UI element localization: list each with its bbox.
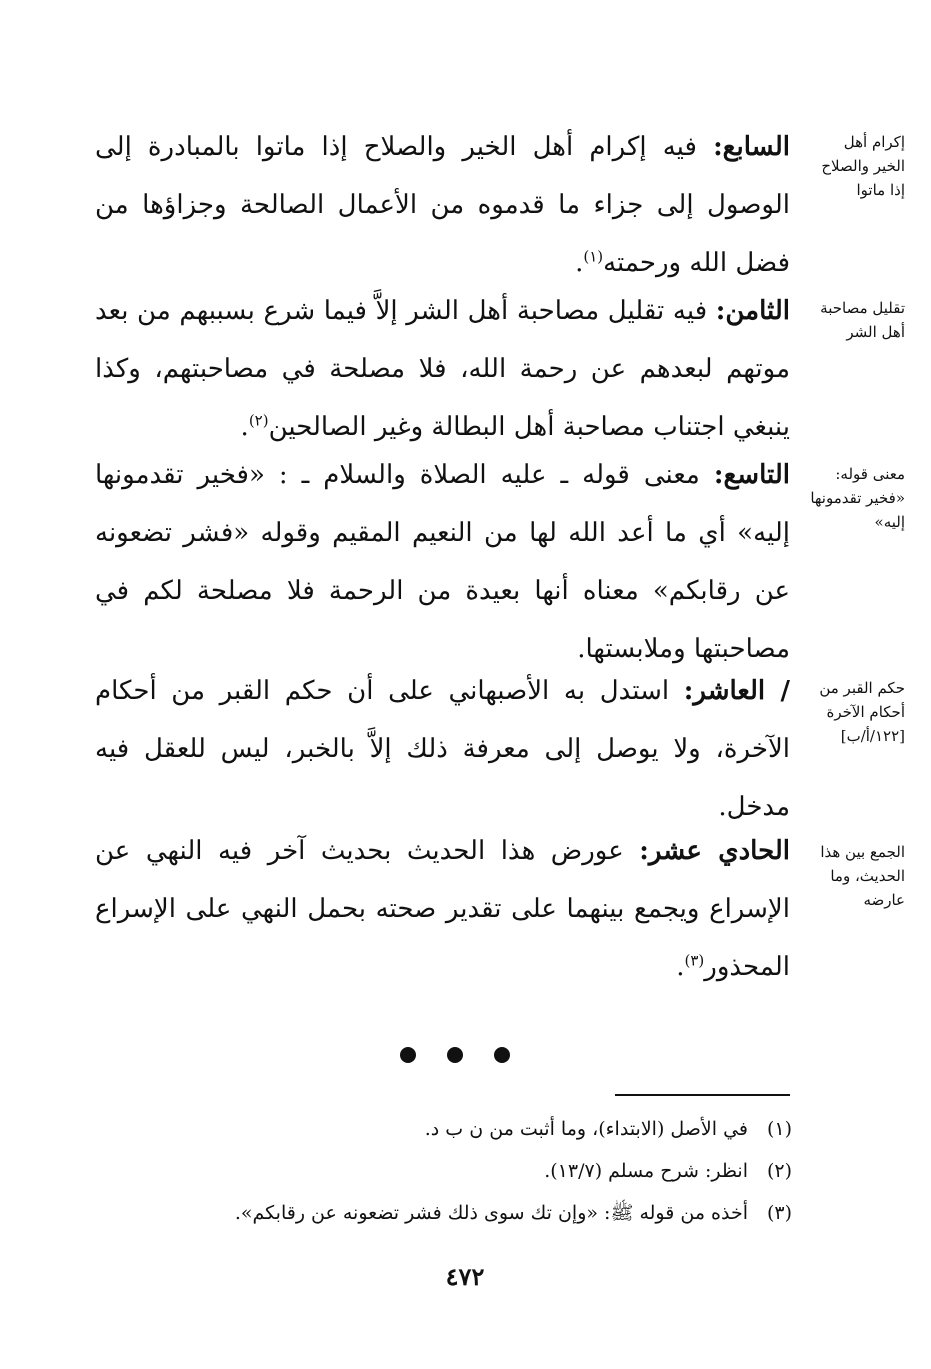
paragraph-lead: التاسع: xyxy=(713,460,790,490)
paragraph-lead: / العاشر: xyxy=(683,676,791,706)
footnote-ref[interactable]: (٢) xyxy=(248,411,269,430)
footnote-mark: (١) xyxy=(766,1118,792,1140)
footnote-text: انظر: شرح مسلم (١٣/٧). xyxy=(544,1160,748,1182)
page-number: ٤٧٢ xyxy=(445,1262,485,1291)
side-note: الجمع بين هذا الحديث، وما عارضه xyxy=(820,843,905,909)
footnote-rule xyxy=(615,1094,790,1096)
paragraph-end: . xyxy=(575,248,584,278)
paragraph-end: . xyxy=(676,952,685,982)
footnote xyxy=(150,1108,792,1150)
paragraph-lead: السابع: xyxy=(713,132,790,162)
footnote xyxy=(150,1150,792,1192)
footnotes xyxy=(150,1108,792,1234)
side-note: حكم القبر من أحكام الآخرة [١٢٢/أ/ب] xyxy=(819,679,905,745)
paragraph-lead: الثامن: xyxy=(715,296,790,326)
paragraph-lead: الحادي عشر: xyxy=(639,836,791,866)
dot xyxy=(494,1047,510,1063)
paragraph xyxy=(95,662,790,836)
paragraph xyxy=(95,822,790,996)
dot xyxy=(400,1047,416,1063)
paragraph-body: فيه إكرام أهل الخير والصلاح إذا ماتوا بالمبادرة إلى الوصول إلى جزاء ما قدموه من الأعمال الصالحة وجزاؤها من فضل الله ورحمته xyxy=(95,132,790,278)
footnote-ref[interactable]: (٣) xyxy=(684,951,705,970)
paragraph-body: استدل به الأصبهاني على أن حكم القبر من أحكام الآخرة، ولا يوصل إلى معرفة ذلك إلاَّ بالخبر، ليس للعقل فيه مدخل. xyxy=(95,676,790,822)
section-divider-dots xyxy=(400,1040,510,1070)
footnote xyxy=(150,1192,792,1234)
paragraph-end: . xyxy=(240,412,249,442)
footnote-ref[interactable]: (١) xyxy=(583,247,604,266)
paragraph-body: فيه تقليل مصاحبة أهل الشر إلاَّ فيما شرع بسببهم من بعد موتهم لبعدهم عن رحمة الله، فلا مصلحة في مصاحبتهم، وكذا ينبغي اجتناب مصاحبة أهل البطالة وغير الصالحين xyxy=(95,296,790,442)
paragraph xyxy=(95,282,790,456)
paragraph xyxy=(95,118,790,292)
footnote-mark: (٢) xyxy=(766,1160,792,1182)
side-note: إكرام أهل الخير والصلاح إذا ماتوا xyxy=(821,133,905,199)
paragraph-body: معنى قوله ـ عليه الصلاة والسلام ـ : «فخير تقدمونها إليه» أي ما أعد الله لها من النعيم المقيم وقوله «فشر تضعونه عن رقابكم» معناه أنها بعيدة من الرحمة فلا مصلحة لكم في مصاحبتها وملابستها. xyxy=(95,460,790,664)
side-note: تقليل مصاحبة أهل الشر xyxy=(820,299,905,341)
footnote-text: أخذه من قوله ﷺ: «وإن تك سوى ذلك فشر تضعونه عن رقابكم». xyxy=(234,1202,748,1224)
paragraph-body: عورض هذا الحديث بحديث آخر فيه النهي عن الإسراع ويجمع بينهما على تقدير صحته بحمل النهي على الإسراع المحذور xyxy=(95,836,790,982)
footnote-text: في الأصل (الابتداء)، وما أثبت من ن ب د. xyxy=(424,1118,748,1140)
footnote-mark: (٣) xyxy=(766,1202,792,1224)
dot xyxy=(447,1047,463,1063)
paragraph xyxy=(95,446,790,678)
side-note: معنى قوله: «فخير تقدمونها إليه» xyxy=(810,465,905,531)
